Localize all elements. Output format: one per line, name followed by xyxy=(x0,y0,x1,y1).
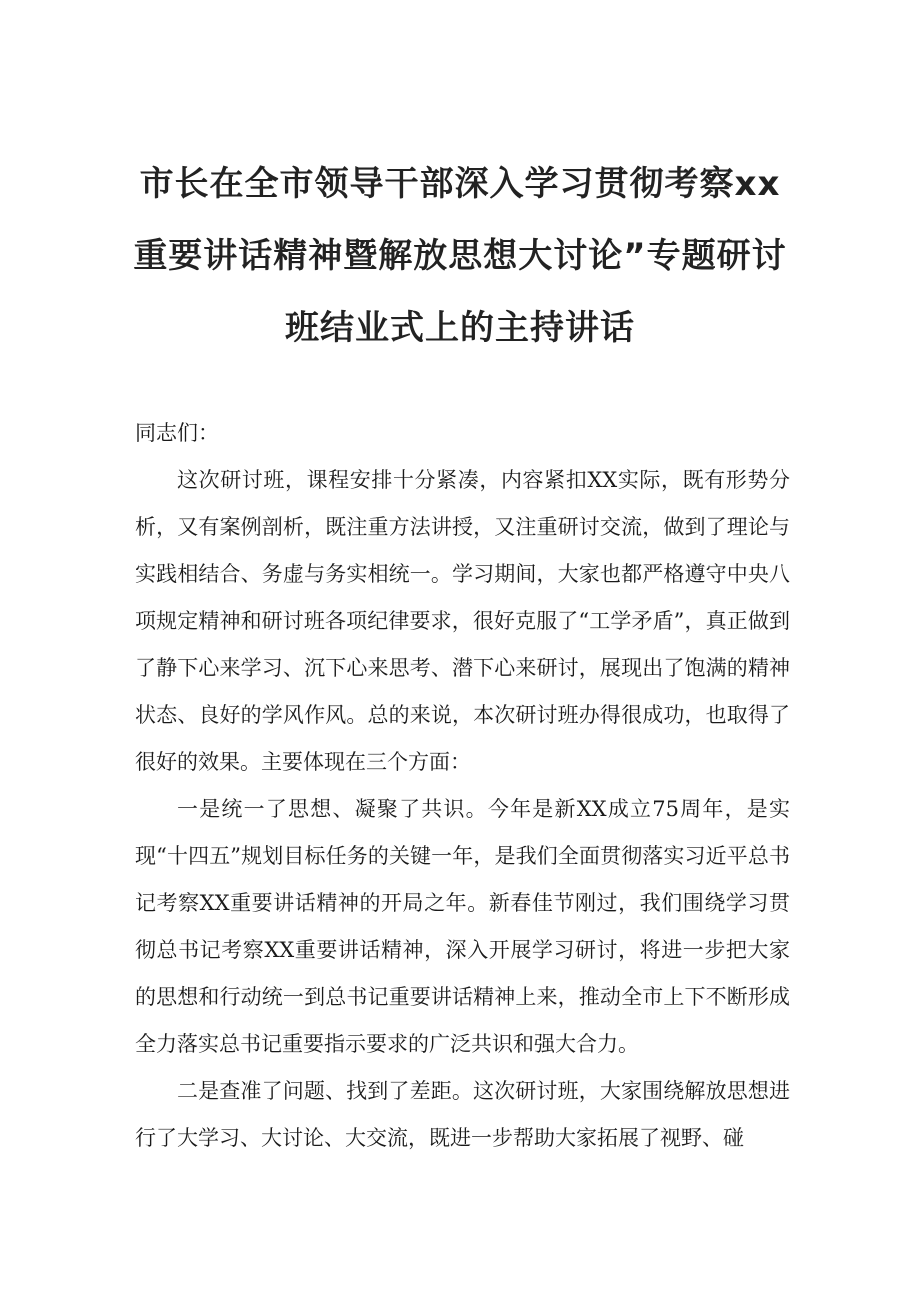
paragraph-intro: 这次研讨班，课程安排十分紧凑，内容紧扣XX实际，既有形势分析，又有案例剖析，既注重方法讲授，又注重研讨交流，做到了理论与实践相结合、务虚与务实相统一。学习期间，大家也都严格遵守中央八项规定精神和研讨班各项纪律要求，很好克服了“工学矛盾”，真正做到了静下心来学习、沉下心来思考、潜下心来研讨，展现出了饱满的精神状态、良好的学风作风。总的来说，本次研讨班办得很成功，也取得了很好的效果。主要体现在三个方面： xyxy=(135,468,790,774)
document-title xyxy=(130,148,790,364)
paragraph-point-one: 一是统一了思想、凝聚了共识。今年是新XX成立75周年，是实现“十四五”规划目标任务的关键一年，是我们全面贯彻落实习近平总书记考察XX重要讲话精神的开局之年。新春佳节刚过，我们围绕学习贯彻总书记考察XX重要讲话精神，深入开展学习研讨，将进一步把大家的思想和行动统一到总书记重要讲话精神上来，推动全市上下不断形成全力落实总书记重要指示要求的广泛共识和强大合力。 xyxy=(135,797,790,1056)
title-line-2: 重要讲话精神暨解放思想大讨论”专题研讨 xyxy=(133,236,787,276)
title-line-1: 市长在全市领导干部深入学习贯彻考察xx xyxy=(139,164,781,204)
title-line-3: 班结业式上的主持讲话 xyxy=(285,308,635,348)
document-body xyxy=(135,410,790,1162)
paragraph-point-two: 二是查准了问题、找到了差距。这次研讨班，大家围绕解放思想进行了大学习、大讨论、大交流，既进一步帮助大家拓展了视野、碰 xyxy=(135,1079,790,1150)
salutation: 同志们： xyxy=(135,421,219,445)
